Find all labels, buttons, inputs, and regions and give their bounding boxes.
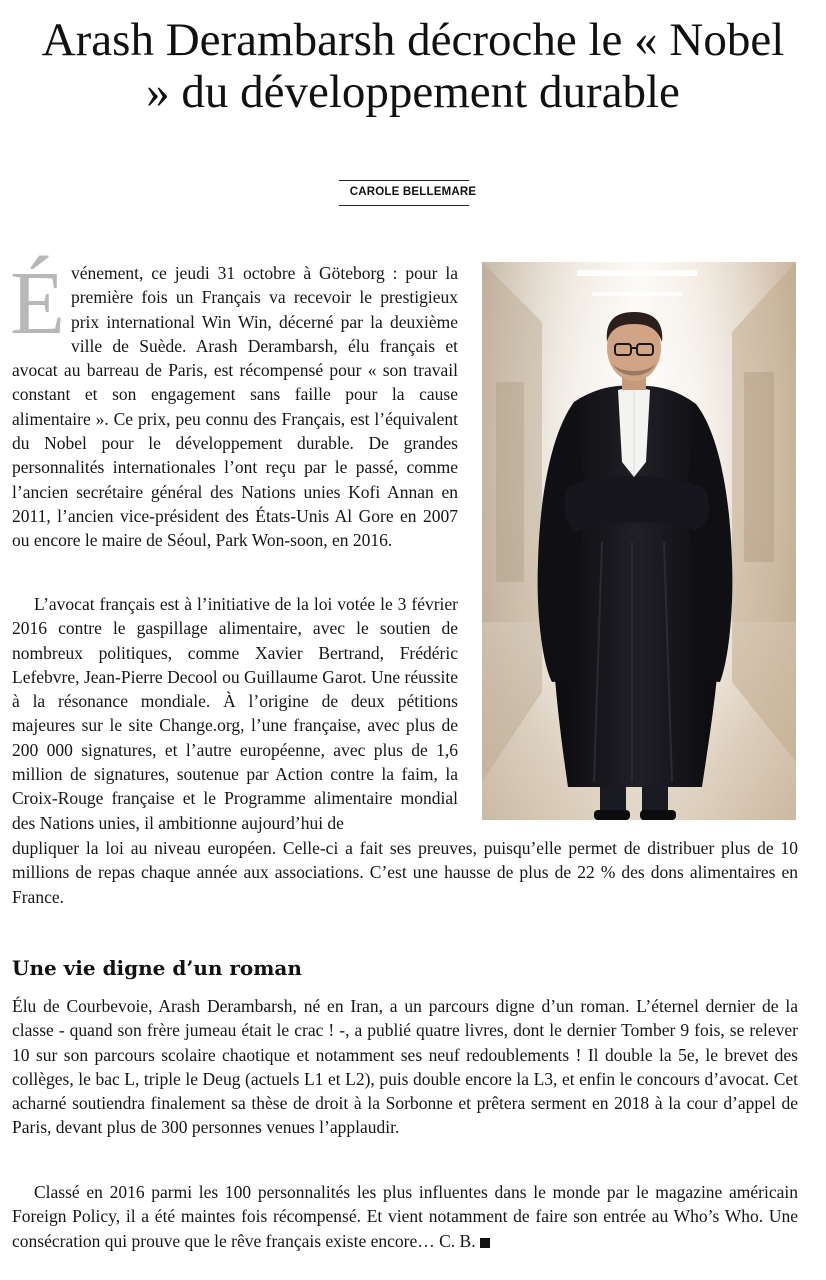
section-subheading: Une vie digne d’un roman: [12, 956, 302, 980]
section-paragraph-2-block: [12, 1180, 798, 1253]
section-paragraph-2-text: Classé en 2016 parmi les 100 personnalités les plus influentes dans le monde par le magazine américain Foreign Policy, il a été maintes fois récompensé. Et vient notamment de faire son entrée au Who’s Who. Une consécration qui prouve que le rêve français existe encore… C. B.: [12, 1182, 798, 1251]
drop-cap: É: [10, 254, 65, 353]
second-paragraph: L’avocat français est à l’initiative de la loi votée le 3 février 2016 contre le gaspillage alimentaire, avec le soutien de nombreux politiques, comme Xavier Bertrand, Frédéric Lefebvre, Jean-Pierre Decool ou Guillaume Garot. Une réussite à la résonance mondiale. À l’origine de deux pétitions majeures sur le site Change.org, l’une française, avec plus de 200 000 signatures, et l’autre européenne, avec plus de 1,6 million de signatures, soutenue par Action contre la faim, la Croix-Rouge française et le Programme alimentaire mondial des Nations unies, il ambitionne aujourd’hui de: [12, 594, 458, 833]
lead-paragraph-block: [10, 254, 458, 553]
portrait-photo: [482, 262, 796, 820]
second-paragraph-continuation-block: [12, 836, 798, 909]
byline: CAROLE BELLEMARE: [349, 186, 477, 198]
second-paragraph-continuation: dupliquer la loi au niveau européen. Celle-ci a fait ses preuves, puisqu’elle permet de distribuer plus de 10 millions de repas chaque année aux associations. C’est une hausse de plus de 22 % des dons alimentaires en France.: [12, 838, 798, 907]
lead-paragraph-text: vénement, ce jeudi 31 octobre à Göteborg : pour la première fois un Français va recevoir le prestigieux prix international Win Win, décerné par la deuxième ville de Suède. Arash Derambarsh, élu français et avocat au barreau de Paris, est récompensé pour « son travail constant et son engagement sans faille pour la cause alimentaire ». Ce prix, peu connu des Français, est l’équivalent du Nobel pour le développement durable. De grandes personnalités internationales l’ont reçu par le passé, comme l’ancien secrétaire général des Nations unies Kofi Annan en 2011, l’ancien vice-président des États-Unis Al Gore en 2007 ou encore le maire de Séoul, Park Won-soon, en 2016.: [12, 263, 458, 551]
article-title: Arash Derambarsh décroche le « Nobel » du développement durable: [41, 14, 785, 118]
section-paragraph-1: Élu de Courbevoie, Arash Derambarsh, né en Iran, a un parcours digne d’un roman. L’éternel dernier de la classe - quand son frère jumeau était le crac ! -, a publié quatre livres, dont le dernier Tomber 9 fois, se relever 10 sur son parcours scolaire chaotique et notamment ses neuf redoublements ! Il double la 5e, le brevet des collèges, le bac L, triple le Deug (actuels L1 et L2), puis double encore la L3, et enfin le concours d’avocat. Cet acharné soutiendra finalement sa thèse de droit à la Sorbonne et prêtera serment en 2018 à la cour d’appel de Paris, devant plus de 300 personnes venues l’applaudir.: [12, 996, 798, 1138]
lawyer-portrait-illustration: [482, 262, 796, 820]
section-paragraph-1-block: [12, 994, 798, 1140]
second-paragraph-column: [12, 592, 458, 835]
lead-paragraph: [10, 254, 458, 553]
section-paragraph-2: [12, 1180, 798, 1253]
byline-rule-top: [339, 180, 469, 181]
byline-rule-bottom: [339, 205, 469, 206]
black-square-icon: [480, 1238, 490, 1248]
